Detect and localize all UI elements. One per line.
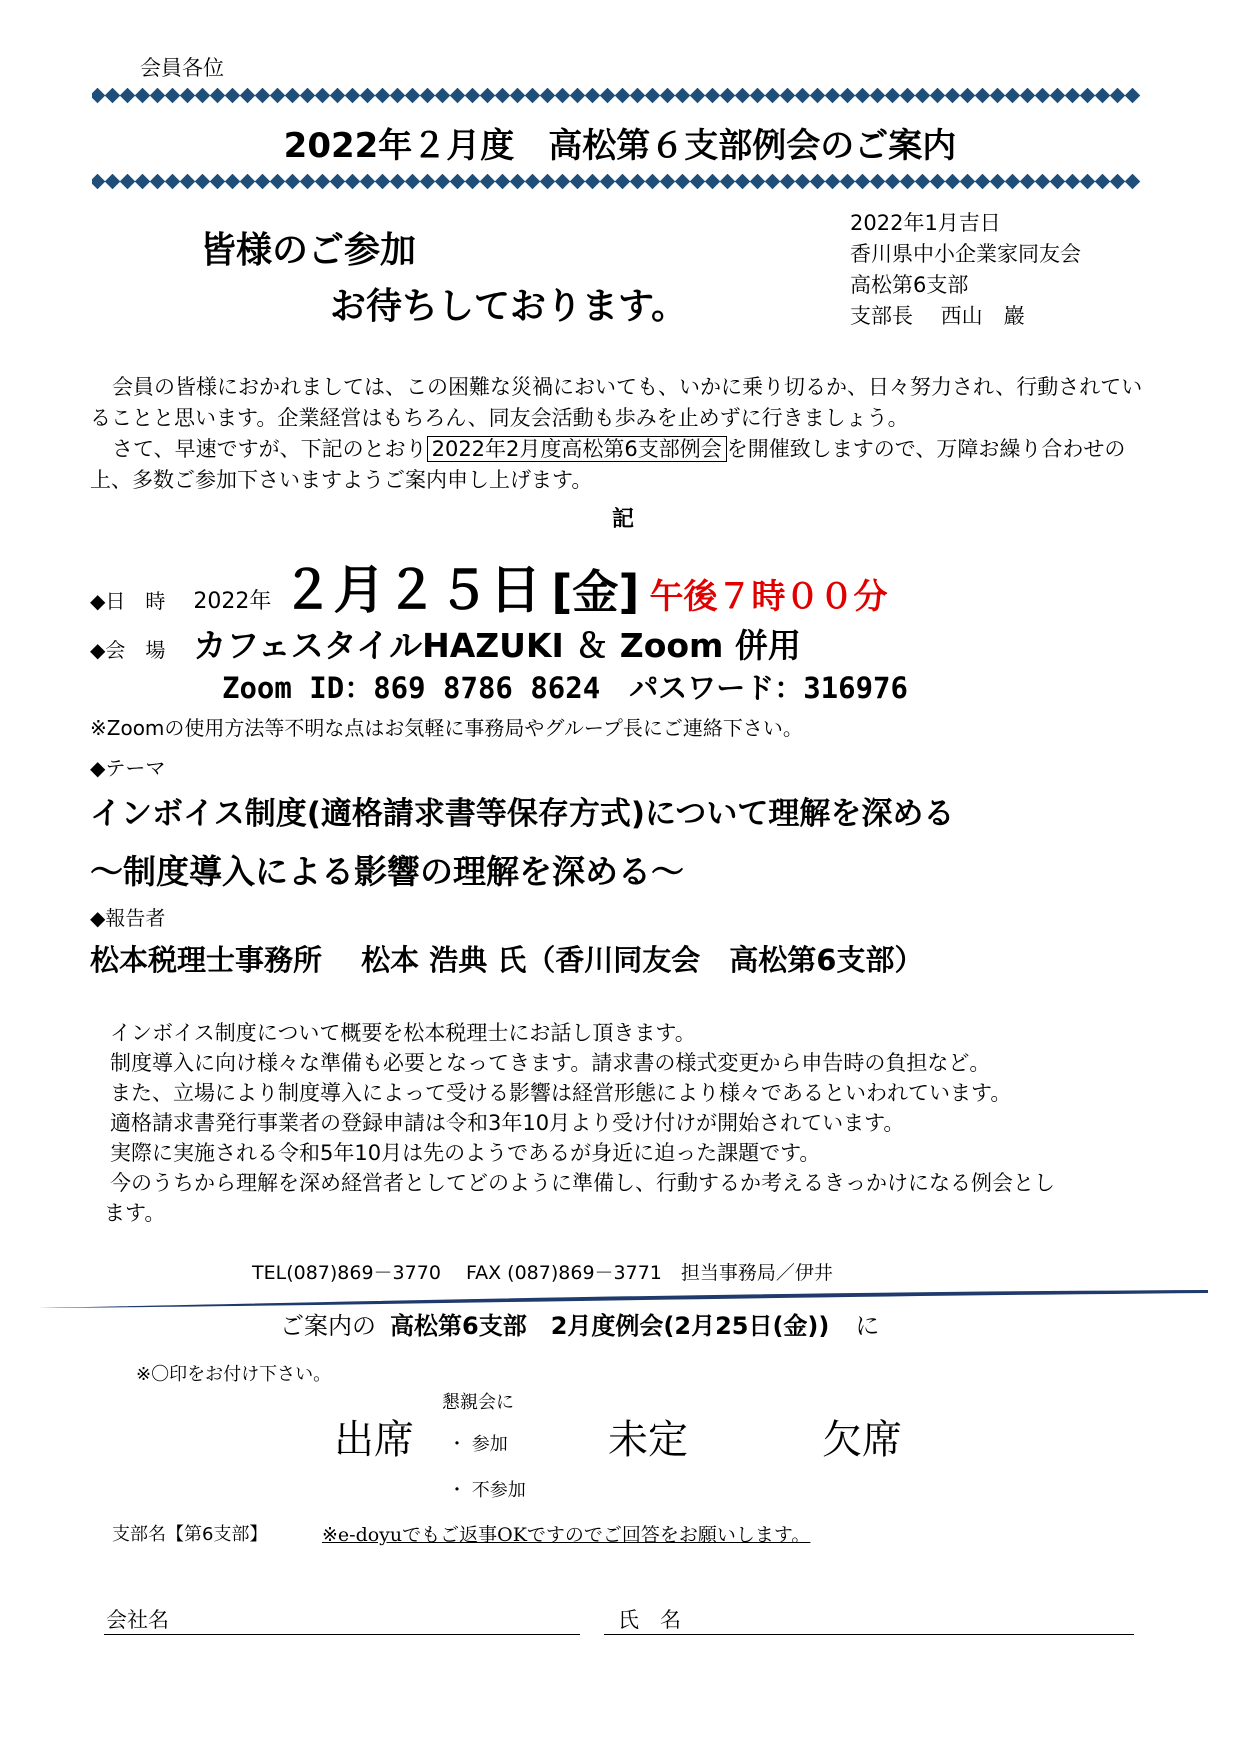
diamond-ornament — [885, 174, 901, 189]
diamond-ornament — [630, 174, 646, 189]
diamond-ornament — [120, 88, 136, 103]
diamond-ornament — [1020, 88, 1036, 103]
diamond-ornament — [360, 88, 376, 103]
diamond-ornament — [510, 88, 526, 103]
reporter-name: 松本税理士事務所 松本 浩典 氏（香川同友会 高松第6支部） — [90, 943, 924, 977]
diamond-ornament — [1080, 174, 1096, 189]
diamond-ornament — [300, 88, 316, 103]
diamond-ornament — [435, 88, 451, 103]
reply-heading — [280, 1306, 879, 1341]
diamond-ornament — [92, 88, 105, 103]
event-name-boxed: 2022年2月度高松第6支部例会 — [427, 436, 727, 462]
diamond-ornament — [1065, 88, 1081, 103]
diamond-ornament — [465, 88, 481, 103]
diamond-ornament — [750, 174, 766, 189]
diamond-ornament — [915, 88, 931, 103]
diamond-ornament — [930, 88, 946, 103]
diamond-ornament — [1035, 174, 1051, 189]
sender-branch: 高松第6支部 — [850, 273, 969, 297]
diamond-ornament — [780, 174, 796, 189]
diamond-ornament — [840, 88, 856, 103]
greeting-line2: お待ちしております。 — [330, 286, 688, 327]
summary-line: また、立場により制度導入によって受ける影響は経営形態により様々であるといわれています。 — [110, 1081, 1012, 1105]
diamond-ornament — [135, 88, 151, 103]
diamond-ornament — [405, 174, 421, 189]
diamond-ornament — [525, 174, 541, 189]
diamond-ornament — [105, 88, 121, 103]
undecided-option[interactable]: 未定 — [608, 1417, 688, 1463]
diamond-ornament — [105, 174, 121, 189]
diamond-ornament — [960, 174, 976, 189]
theme-label: ◆テーマ — [90, 756, 166, 780]
diamond-ornament — [870, 174, 886, 189]
diamond-ornament — [510, 174, 526, 189]
company-label: 会社名 — [106, 1608, 169, 1632]
zoom-note: ※Zoomの使用方法等不明な点はお気軽に事務局やグループ長にご連絡下さい。 — [90, 716, 803, 740]
absent-option[interactable]: 欠席 — [822, 1417, 902, 1463]
company-field[interactable] — [104, 1634, 580, 1635]
diamond-ornament — [675, 88, 691, 103]
intro-p2-lead: さて、早速ですが、下記のとおり — [112, 437, 427, 461]
reply-event: 高松第6支部 2月度例会(2月25日(金)) — [390, 1312, 830, 1340]
summary-line: 実際に実施される令和5年10月は先のようであるが身近に迫った課題です。 — [110, 1141, 821, 1165]
diamond-ornament — [540, 88, 556, 103]
diamond-ornament — [825, 174, 841, 189]
summary-block — [104, 1018, 1055, 1228]
summary-line: インボイス制度について概要を松本税理士にお話し頂きます。 — [110, 1021, 696, 1045]
diamond-ornament — [390, 88, 406, 103]
diamond-ornament — [1050, 88, 1066, 103]
diamond-ornament — [945, 88, 961, 103]
diamond-ornament — [675, 174, 691, 189]
diamond-ornament — [180, 88, 196, 103]
datetime-year: 2022年 — [193, 589, 272, 614]
addressee: 会員各位 — [140, 56, 224, 80]
diamond-ornament — [600, 88, 616, 103]
sender-block — [850, 208, 1081, 332]
ki-marker: 記 — [612, 507, 635, 532]
diamond-ornament — [180, 174, 196, 189]
attend-option[interactable]: 出席 — [334, 1417, 414, 1463]
venue-name: カフェスタイルHAZUKI ＆ Zoom 併用 — [193, 626, 801, 665]
datetime-time: 午後７時００分 — [649, 577, 888, 617]
diamond-ornament — [705, 88, 721, 103]
diamond-ornament — [525, 88, 541, 103]
diamond-ornament — [765, 174, 781, 189]
diamond-ornament — [330, 88, 346, 103]
datetime-weekday: [金] — [551, 565, 640, 619]
greeting-line1: 皆様のご参加 — [200, 230, 417, 271]
diamond-ornament — [1035, 88, 1051, 103]
intro-p2-tail: を開催致しますので、万障お繰り合わせの上、多数ご参加下さいますようご案内申し上げます。 — [90, 437, 1126, 492]
party-yes-option[interactable]: ・ 参加 — [448, 1434, 508, 1455]
diamond-ornament — [690, 88, 706, 103]
sender-date: 2022年1月吉日 — [850, 211, 1001, 235]
diamond-ornament — [885, 88, 901, 103]
reply-lead: ご案内の — [280, 1312, 376, 1340]
diamond-ornament — [735, 88, 751, 103]
diamond-ornament — [720, 174, 736, 189]
diamond-ornament — [210, 174, 226, 189]
diamond-ornament — [540, 174, 556, 189]
diamond-ornament — [330, 174, 346, 189]
diamond-ornament — [855, 88, 871, 103]
theme-line1: インボイス制度(適格請求書等保存方式)について理解を深める — [90, 796, 955, 832]
diamond-ornament — [660, 174, 676, 189]
diamond-ornament — [195, 88, 211, 103]
diamond-ornament — [420, 88, 436, 103]
diamond-ornament — [810, 88, 826, 103]
name-field[interactable] — [604, 1634, 1134, 1635]
diamond-ornament — [195, 174, 211, 189]
datetime-day: ２月２５日 — [281, 561, 542, 621]
datetime-row — [90, 548, 888, 621]
diamond-ornament — [615, 88, 631, 103]
diamond-ornament — [240, 174, 256, 189]
diamond-ornament — [645, 88, 661, 103]
diamond-ornament — [255, 88, 271, 103]
diamond-ornament — [870, 88, 886, 103]
diamond-ornament — [345, 174, 361, 189]
diamond-ornament — [390, 174, 406, 189]
zoom-credentials: Zoom ID：869 8786 8624 パスワード：316976 — [222, 671, 908, 705]
diamond-ornament — [585, 88, 601, 103]
diamond-ornament — [165, 174, 181, 189]
diamond-ornament — [1065, 174, 1081, 189]
diamond-ornament — [225, 88, 241, 103]
diamond-ornament — [660, 88, 676, 103]
diamond-ornament — [285, 174, 301, 189]
diamond-ornament — [375, 174, 391, 189]
diamond-ornament — [225, 174, 241, 189]
diamond-ornament — [480, 174, 496, 189]
diamond-ornament — [975, 88, 991, 103]
diamond-ornament — [930, 174, 946, 189]
diamond-ornament — [720, 88, 736, 103]
reporter-label: ◆報告者 — [90, 906, 166, 930]
diamond-ornament — [900, 174, 916, 189]
diamond-ornament — [270, 88, 286, 103]
diamond-ornament — [960, 88, 976, 103]
diamond-ornament — [990, 174, 1006, 189]
diamond-ornament — [600, 174, 616, 189]
diamond-ornament — [435, 174, 451, 189]
venue-row — [90, 620, 801, 667]
diamond-ornament — [570, 88, 586, 103]
diamond-ornament — [315, 174, 331, 189]
diamond-ornament — [1110, 88, 1126, 103]
diamond-ornament — [795, 88, 811, 103]
datetime-label: ◆日 時 — [90, 589, 166, 613]
diamond-ornament — [270, 174, 286, 189]
intro-paragraph-2 — [90, 434, 1150, 496]
diamond-ornament — [285, 88, 301, 103]
diamond-ornament — [735, 174, 751, 189]
diamond-ornament — [315, 88, 331, 103]
diamond-ornament — [765, 88, 781, 103]
sender-chief: 支部長 西山 巖 — [850, 304, 1025, 328]
diamond-ornament — [570, 174, 586, 189]
party-label: 懇親会に — [442, 1392, 514, 1413]
diamond-ornament — [1095, 88, 1111, 103]
sender-org: 香川県中小企業家同友会 — [850, 242, 1081, 266]
diamond-ornament — [1080, 88, 1096, 103]
diamond-ornament — [480, 88, 496, 103]
theme-line2: ～制度導入による影響の理解を深める～ — [90, 852, 684, 891]
summary-line: 制度導入に向け様々な準備も必要となってきます。請求書の様式変更から申告時の負担など。 — [110, 1051, 991, 1075]
diamond-ornament — [555, 174, 571, 189]
name-label: 氏 名 — [618, 1608, 681, 1632]
diamond-ornament — [420, 174, 436, 189]
diamond-ornament — [1020, 174, 1036, 189]
diamond-ornament — [1110, 174, 1126, 189]
diamond-ornament — [810, 174, 826, 189]
reply-instruction: ※〇印をお付け下さい。 — [136, 1364, 332, 1385]
diamond-ornament — [1095, 174, 1111, 189]
summary-line: ます。 — [104, 1201, 166, 1225]
diamond-ornament — [465, 174, 481, 189]
summary-line: 適格請求書発行事業者の登録申請は令和3年10月より受け付けが開始されています。 — [110, 1111, 905, 1135]
reply-tail: に — [855, 1312, 880, 1340]
diamond-ornament — [975, 174, 991, 189]
intro-paragraph-1: 会員の皆様におかれましては、この困難な災禍においても、いかに乗り切るか、日々努力され、行動されていることと思います。企業経営はもちろん、同友会活動も歩みを止めずに行きましょう。 — [90, 375, 1143, 430]
diamond-ornament — [630, 88, 646, 103]
diamond-ornament — [375, 88, 391, 103]
diamond-ornament — [615, 174, 631, 189]
diamond-divider-bottom — [92, 174, 1146, 190]
diamond-ornament — [240, 88, 256, 103]
diamond-ornament — [92, 174, 105, 189]
summary-line: 今のうちから理解を深め経営者としてどのように準備し、行動するか考えるきっかけになる例会とし — [110, 1171, 1055, 1195]
diamond-ornament — [780, 88, 796, 103]
diamond-ornament — [705, 174, 721, 189]
diamond-ornament — [795, 174, 811, 189]
diamond-ornament — [120, 174, 136, 189]
diamond-ornament — [1005, 88, 1021, 103]
diamond-ornament — [495, 174, 511, 189]
diamond-ornament — [345, 88, 361, 103]
diamond-divider-top — [92, 88, 1146, 104]
diamond-ornament — [945, 174, 961, 189]
diamond-ornament — [135, 174, 151, 189]
diamond-ornament — [645, 174, 661, 189]
diamond-ornament — [150, 88, 166, 103]
diamond-ornament — [210, 88, 226, 103]
page-title: 2022年２月度 高松第６支部例会のご案内 — [283, 126, 957, 166]
venue-label: ◆会 場 — [90, 638, 166, 662]
diamond-ornament — [360, 174, 376, 189]
diamond-ornament — [495, 88, 511, 103]
branch-label: 支部名【第6支部】 — [112, 1524, 268, 1545]
diamond-ornament — [405, 88, 421, 103]
diamond-ornament — [855, 174, 871, 189]
diamond-ornament — [300, 174, 316, 189]
diamond-ornament — [450, 174, 466, 189]
diamond-ornament — [990, 88, 1006, 103]
diamond-ornament — [1005, 174, 1021, 189]
diamond-ornament — [555, 88, 571, 103]
diamond-ornament — [825, 88, 841, 103]
edoyu-note: ※e-doyuでもご返事OKですのでご回答をお願いします。 — [322, 1524, 811, 1546]
diamond-ornament — [1050, 174, 1066, 189]
diamond-ornament — [690, 174, 706, 189]
diamond-ornament — [585, 174, 601, 189]
diamond-ornament — [915, 174, 931, 189]
diamond-ornament — [165, 88, 181, 103]
contact-info: TEL(087)869－3770 FAX (087)869－3771 担当事務局／伊井 — [252, 1262, 833, 1284]
party-no-option[interactable]: ・ 不参加 — [448, 1480, 526, 1501]
diamond-ornament — [255, 174, 271, 189]
diamond-ornament — [450, 88, 466, 103]
diamond-ornament — [1125, 174, 1141, 189]
diamond-ornament — [840, 174, 856, 189]
diamond-ornament — [1125, 88, 1141, 103]
diamond-ornament — [900, 88, 916, 103]
diamond-ornament — [750, 88, 766, 103]
diamond-ornament — [150, 174, 166, 189]
